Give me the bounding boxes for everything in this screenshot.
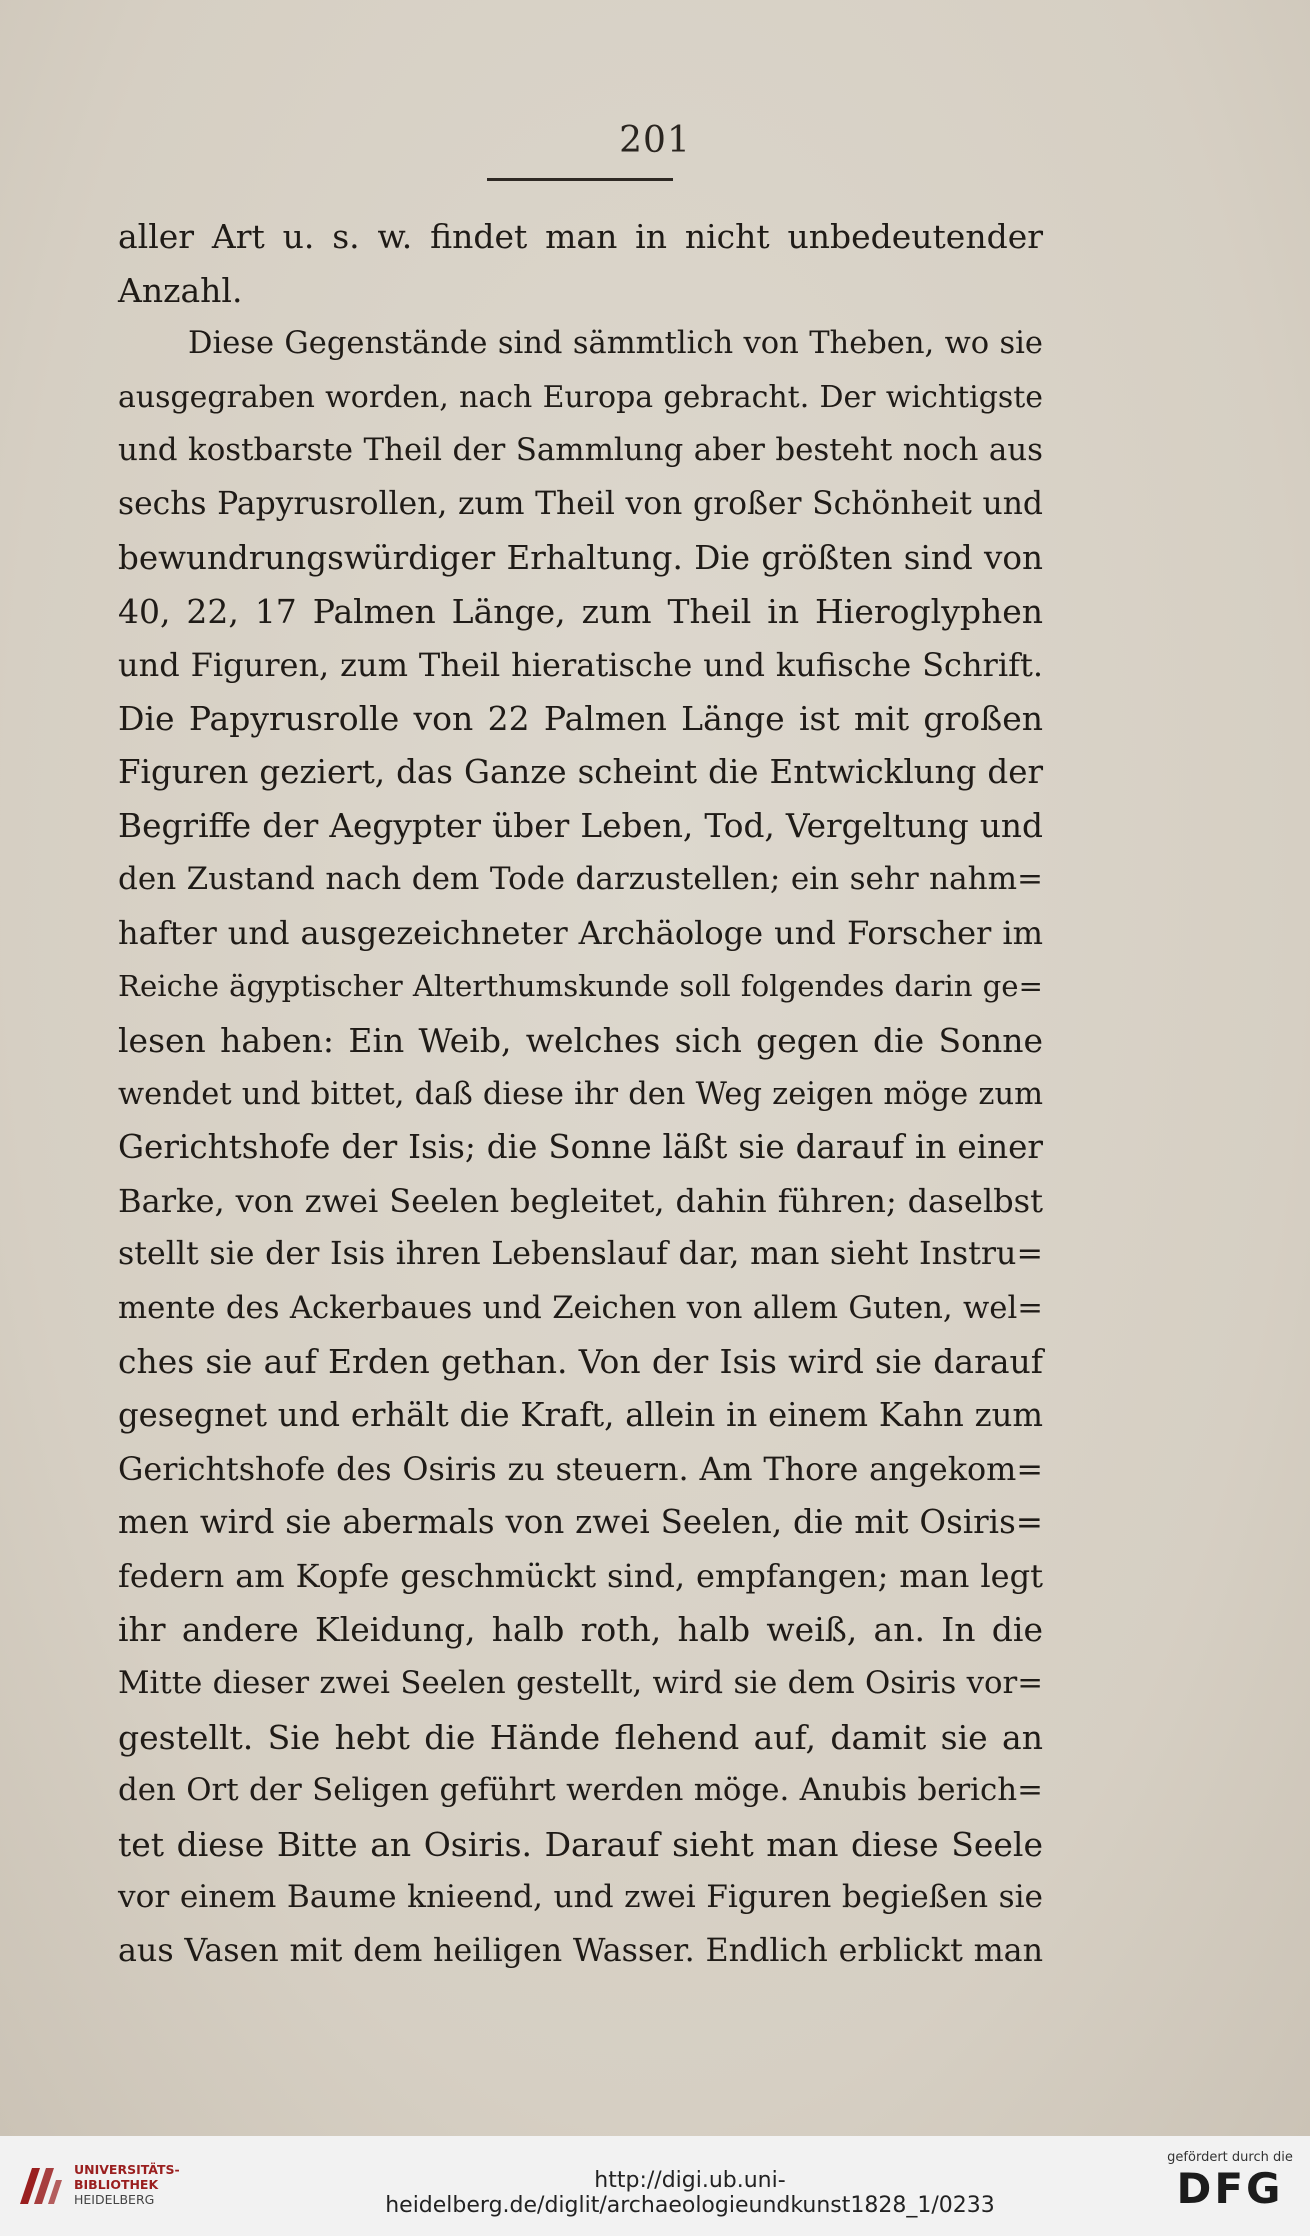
- header-rule: [487, 178, 673, 181]
- text-line: gestellt. Sie hebt die Hände flehend auf, damit sie an: [118, 1717, 1043, 1757]
- text-line: Gerichtshofe des Osiris zu steuern. Am Thore angekom=: [118, 1449, 1043, 1488]
- library-logo[interactable]: [14, 2156, 180, 2218]
- text-line: den Ort der Seligen geführt werden möge. Anubis berich=: [118, 1772, 1043, 1809]
- logo-line-1: UNIVERSITÄTS-: [74, 2162, 180, 2177]
- text-line: aller Art u. s. w. findet man in nicht unbedeutender: [118, 217, 1043, 256]
- text-line: lesen haben: Ein Weib, welches sich gegen die Sonne: [118, 1020, 1043, 1060]
- text-line: den Zustand nach dem Tode darzustellen; ein sehr nahm=: [118, 861, 1043, 898]
- text-line: tet diese Bitte an Osiris. Darauf sieht man diese Seele: [118, 1824, 1043, 1864]
- text-line: sechs Papyrusrollen, zum Theil von großer Schönheit und: [118, 485, 1043, 522]
- text-line: Barke, von zwei Seelen begleitet, dahin führen; daselbst: [118, 1181, 1043, 1220]
- text-line: Gerichtshofe der Isis; die Sonne läßt sie darauf in einer: [118, 1128, 1043, 1167]
- text-line: men wird sie abermals von zwei Seelen, die mit Osiris=: [118, 1503, 1043, 1542]
- text-line: und Figuren, zum Theil hieratische und kufische Schrift.: [118, 645, 1043, 684]
- text-line: ches sie auf Erden gethan. Von der Isis wird sie darauf: [118, 1342, 1043, 1382]
- body-text: [118, 210, 1043, 1979]
- page-number: 201: [619, 120, 691, 161]
- text-line: mente des Ackerbaues und Zeichen von allem Guten, wel=: [118, 1290, 1043, 1326]
- text-line: 40, 22, 17 Palmen Länge, zum Theil in Hieroglyphen: [118, 592, 1043, 632]
- text-line: Diese Gegenstände sind sämmtlich von Theben, wo sie: [188, 326, 1043, 362]
- text-line: Die Papyrusrolle von 22 Palmen Länge ist mit großen: [118, 699, 1043, 739]
- funding-label: gefördert durch die: [1167, 2150, 1293, 2165]
- text-line: federn am Kopfe geschmückt sind, empfangen; man legt: [118, 1556, 1043, 1595]
- text-line: und kostbarste Theil der Sammlung aber besteht noch aus: [118, 432, 1043, 469]
- text-line: gesegnet und erhält die Kraft, allein in einem Kahn zum: [118, 1396, 1043, 1435]
- text-line: vor einem Baume knieend, und zwei Figuren begießen sie: [118, 1879, 1043, 1916]
- text-line: Anzahl.: [118, 270, 243, 310]
- text-line: hafter und ausgezeichneter Archäologe und Forscher im: [118, 913, 1043, 952]
- dfg-funding-logo[interactable]: [1160, 2150, 1300, 2230]
- source-url[interactable]: http://digi.ub.uni-heidelberg.de/diglit/archaeologieundkunst1828_1/0233: [385, 2168, 995, 2218]
- text-line: ausgegraben worden, nach Europa gebracht. Der wichtigste: [118, 379, 1043, 415]
- text-line: ihr andere Kleidung, halb roth, halb weiß, an. In die: [118, 1610, 1043, 1650]
- text-line: Figuren geziert, das Ganze scheint die Entwicklung der: [118, 752, 1043, 791]
- text-line: Reiche ägyptischer Alterthumskunde soll folgendes darin ge=: [118, 969, 1043, 1004]
- text-line: bewundrungswürdiger Erhaltung. Die größten sind von: [118, 538, 1043, 577]
- text-line: wendet und bittet, daß diese ihr den Weg zeigen möge zum: [118, 1076, 1043, 1112]
- university-library-heidelberg-logo-icon: [14, 2160, 66, 2212]
- text-line: Begriffe der Aegypter über Leben, Tod, Vergeltung und: [118, 806, 1043, 845]
- text-line: stellt sie der Isis ihren Lebenslauf dar, man sieht Instru=: [118, 1236, 1043, 1273]
- text-line: Mitte dieser zwei Seelen gestellt, wird sie dem Osiris vor=: [118, 1665, 1043, 1702]
- viewer-footer: [0, 2136, 1310, 2236]
- text-line: aus Vasen mit dem heiligen Wasser. Endlich erblickt man: [118, 1933, 1043, 1969]
- logo-line-2: BIBLIOTHEK: [74, 2177, 159, 2192]
- logo-line-3: HEIDELBERG: [74, 2192, 155, 2207]
- dfg-wordmark: DFG: [1176, 2164, 1284, 2213]
